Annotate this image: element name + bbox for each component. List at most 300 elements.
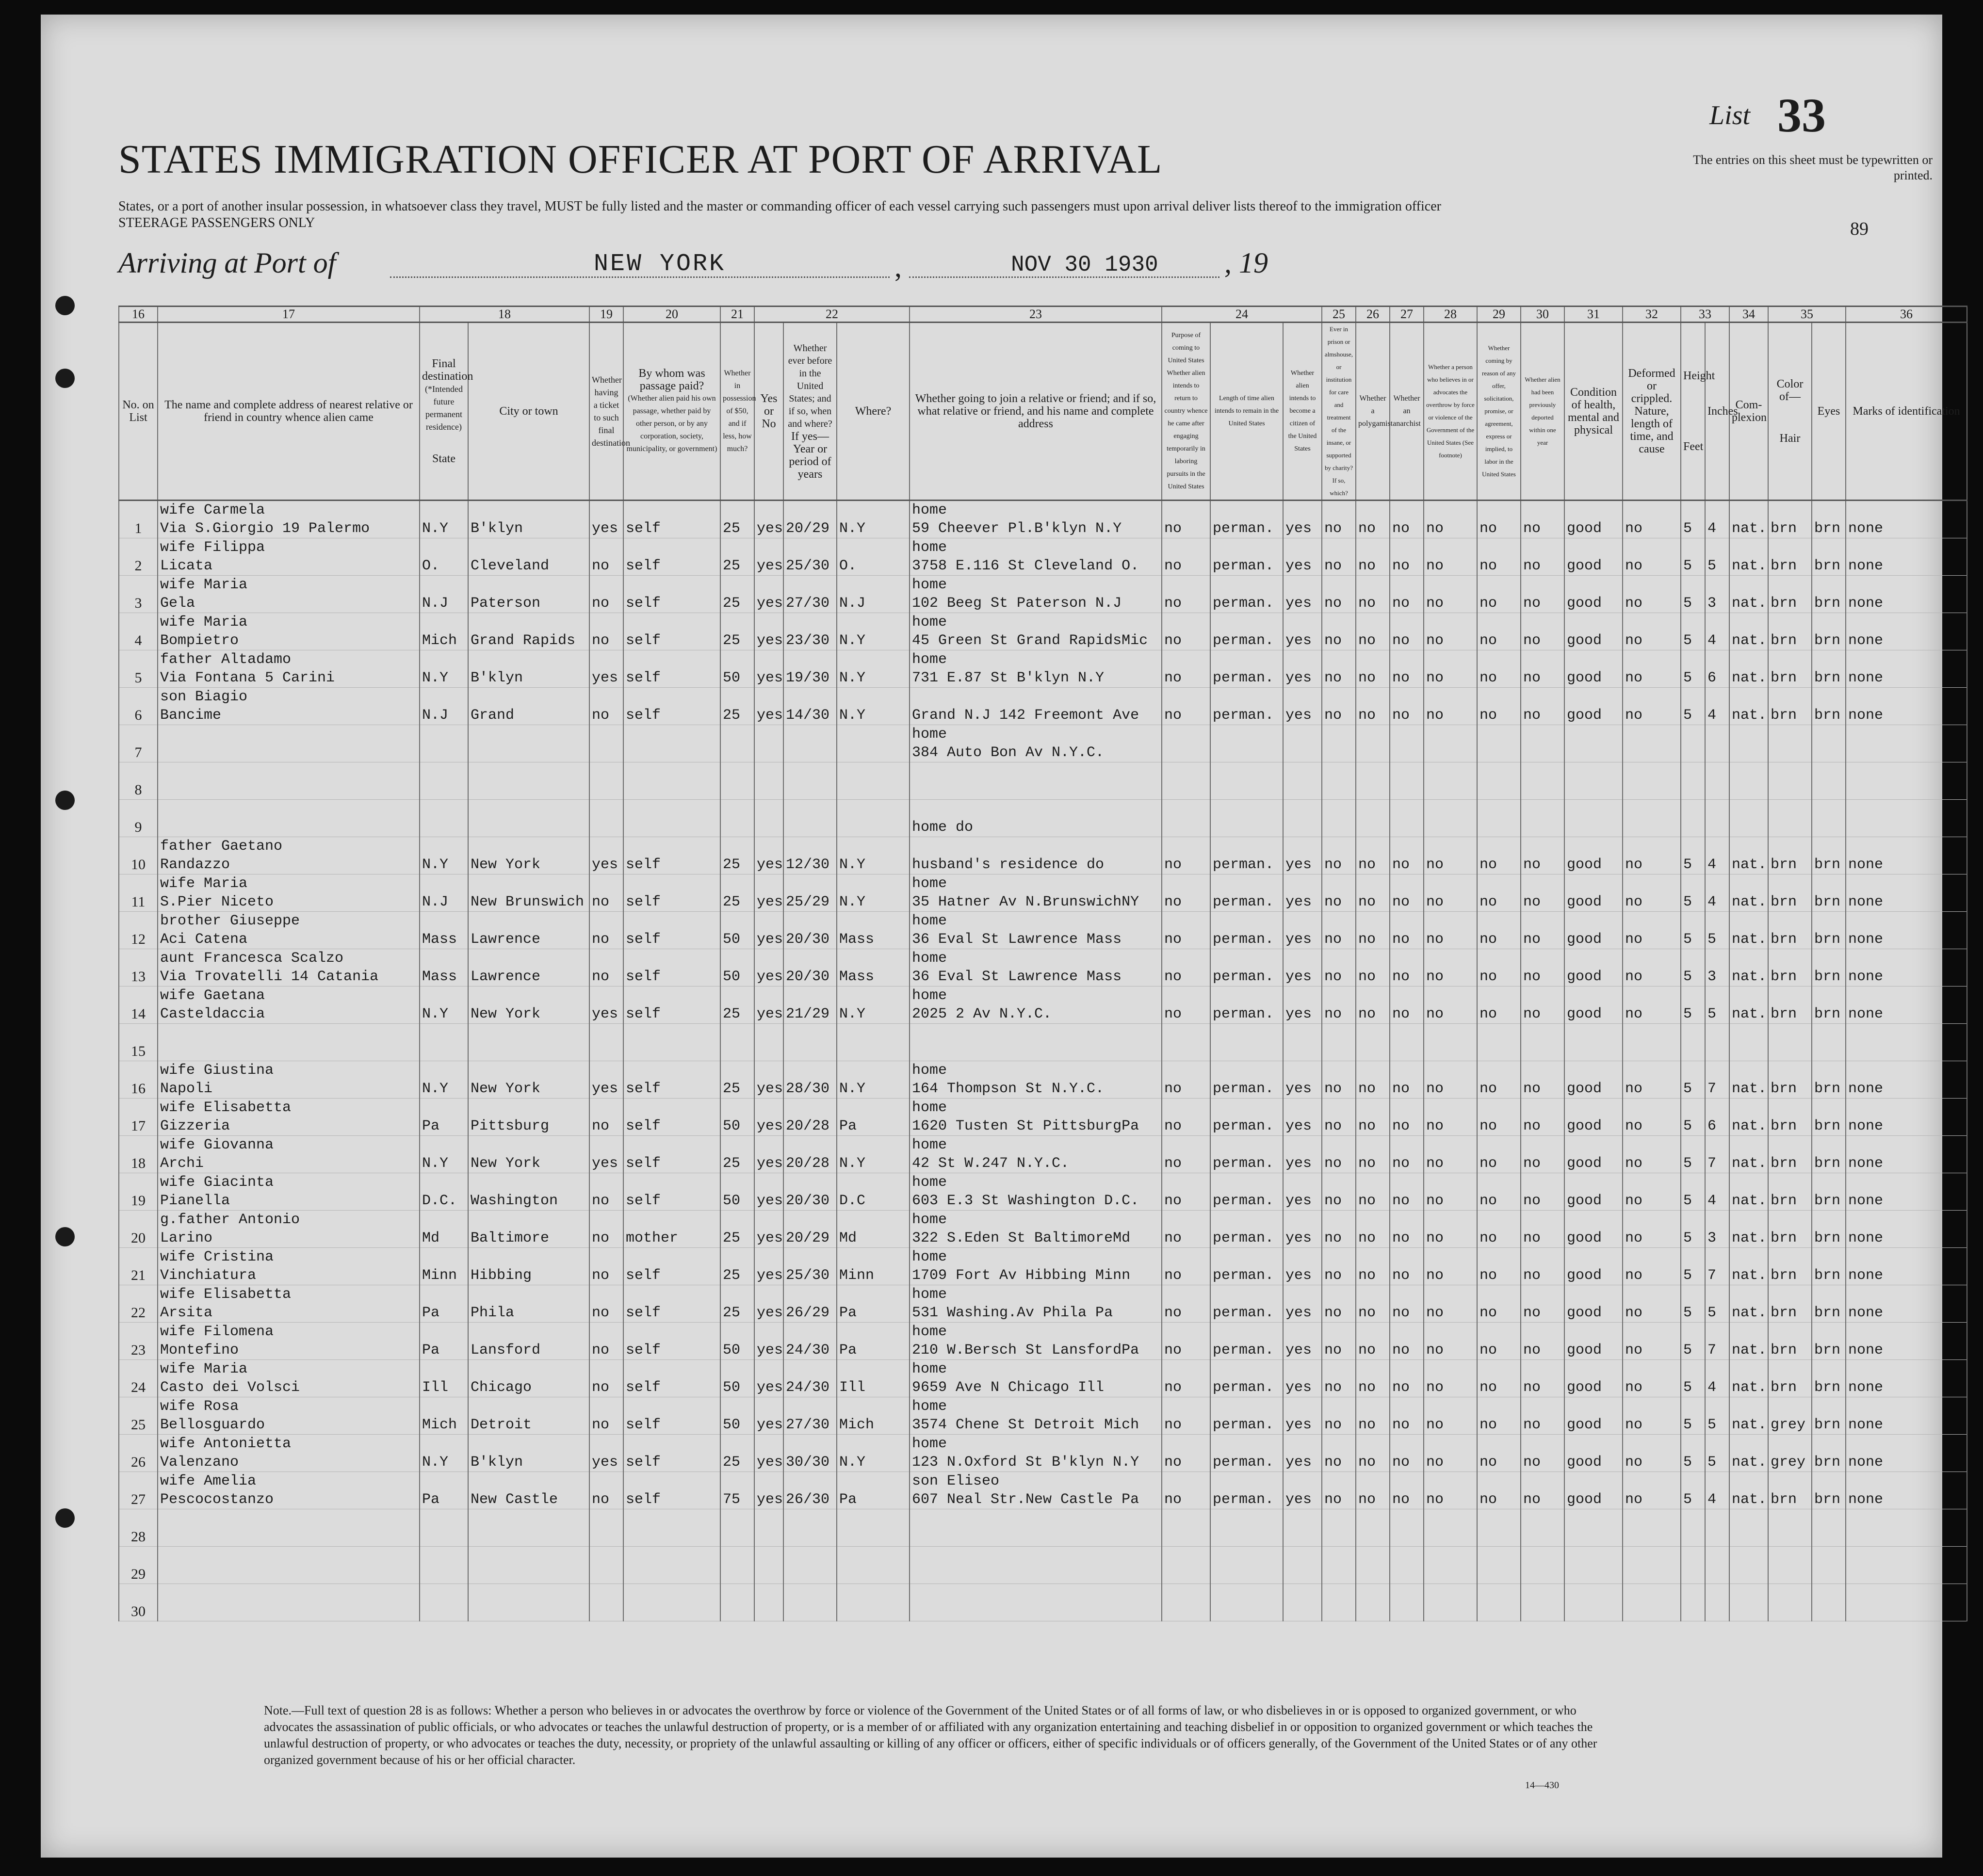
rel-line-2: Bompietro [160,632,239,649]
cell-before: yes [754,874,783,912]
cell-money: 25 [720,1211,754,1248]
cell-ret [1162,1584,1210,1621]
colnum: 17 [158,307,420,323]
table-row [119,912,1967,949]
hdr-passage [623,323,720,501]
cell-c29: no [1477,1323,1521,1360]
cell-state: N.Y [420,1061,468,1099]
join-line-1: home [912,1436,947,1452]
table-row [119,762,1967,800]
rel-line-1: wife Cristina [160,1249,274,1265]
cell-len: perman. [1210,538,1283,576]
hdr-q30: Whether alien had been previously deported within one year [1521,323,1564,501]
cell-c29: no [1477,1360,1521,1397]
cell-len [1210,1547,1283,1584]
cell-c25: no [1322,1173,1356,1211]
cell-years [783,762,837,800]
cell-c30 [1521,1509,1564,1547]
hdr-deformed: Deformed or crippled. Nature, length of time, and cause [1623,323,1681,501]
hdr-state-label: State [432,453,455,465]
cell-hair: brn [1768,576,1812,613]
cell-inches: 7 [1705,1136,1729,1173]
cell-c27: no [1390,1248,1424,1285]
join-line-2: 531 Washing.Av Phila Pa [912,1305,1113,1321]
cell-before: yes [754,1285,783,1323]
cell-health [1564,1024,1623,1061]
cell-years: 20/30 [783,1173,837,1211]
cell-ticket: no [589,538,623,576]
cell-ticket: no [589,1360,623,1397]
cell-c28: no [1424,613,1477,650]
cell-marks: none [1846,613,1967,650]
colnum: 30 [1521,307,1564,323]
join-line-2 [912,1042,1159,1061]
cell-years: 14/30 [783,688,837,725]
binding-hole [55,1227,75,1246]
cell-c27: no [1390,613,1424,650]
cell-inches: 5 [1705,1397,1729,1435]
cell-years: 20/28 [783,1099,837,1136]
cell-c29 [1477,1509,1521,1547]
cell-c28: no [1424,650,1477,688]
cell-deformed: no [1623,1360,1681,1397]
cell-c29: no [1477,613,1521,650]
rel-line-1: wife Filippa [160,539,265,556]
cell-c25: no [1322,1397,1356,1435]
cell-c29: no [1477,1397,1521,1435]
join-line-2: home do [912,819,974,836]
cell-relative [158,576,420,613]
cell-eyes [1812,725,1846,762]
cell-c29: no [1477,1211,1521,1248]
cell-marks: none [1846,874,1967,912]
cell-health: good [1564,1285,1623,1323]
hdr-if-yes: If yes— [791,430,829,443]
rel-line-2: Gela [160,595,195,612]
table-row [119,1173,1967,1211]
cell-ticket: no [589,1323,623,1360]
hdr-anarchist: Whether an anarchist [1390,323,1424,501]
cell-eyes: brn [1812,1360,1846,1397]
cell-cit: yes [1283,1061,1322,1099]
cell-hair: brn [1768,1360,1812,1397]
cell-before: yes [754,1099,783,1136]
cell-len: perman. [1210,1136,1283,1173]
cell-no: 8 [119,762,158,800]
cell-city: B'klyn [468,501,589,538]
cell-feet: 5 [1681,912,1705,949]
rel-line-1: wife Maria [160,875,248,892]
cell-c30: no [1521,837,1564,874]
hdr-final-destination: Final destination [422,357,473,383]
cell-where: N.Y [837,1435,910,1472]
cell-inches: 5 [1705,538,1729,576]
cell-marks: none [1846,650,1967,688]
cell-deformed: no [1623,1061,1681,1099]
cell-joining [910,1248,1162,1285]
cell-marks: none [1846,1397,1967,1435]
cell-city: New York [468,837,589,874]
cell-years [783,1584,837,1621]
cell-comp [1729,1584,1768,1621]
cell-c29 [1477,1547,1521,1584]
hdr-yes-no: Yes or No [754,323,783,501]
rel-line-2: Via Trovatelli 14 Catania [160,969,379,985]
cell-where: D.C [837,1173,910,1211]
cell-marks: none [1846,1472,1967,1509]
cell-no: 21 [119,1248,158,1285]
hdr-polygamist: Whether a polygamist [1356,323,1390,501]
cell-relative [158,1061,420,1099]
date-stamp: NOV 30 1930 [1011,252,1158,277]
cell-money: 25 [720,688,754,725]
cell-len: perman. [1210,650,1283,688]
cell-paid: self [623,987,720,1024]
rel-line-1: wife Rosa [160,1398,239,1415]
hdr-hair [1768,323,1812,501]
cell-comp: nat. [1729,1360,1768,1397]
cell-hair [1768,1584,1812,1621]
cell-joining [910,762,1162,800]
cell-eyes [1812,1509,1846,1547]
cell-city: Pittsburg [468,1099,589,1136]
cell-state: Pa [420,1285,468,1323]
cell-hair: brn [1768,1248,1812,1285]
cell-eyes: brn [1812,874,1846,912]
cell-c30: no [1521,949,1564,987]
join-line-1: home [912,1361,947,1377]
cell-c27: no [1390,1173,1424,1211]
cell-paid: self [623,912,720,949]
cell-deformed: no [1623,912,1681,949]
footnote: Note.—Full text of question 28 is as follows: Whether a person who believes in or advocates the overthrow by force or violence of the Government of the United States or of all forms of law, or who disbelieves in or is opposed to organized government, or who advocates the assassination of public officials, or who advocates or teaches the unlawful destruction of property, or is a member of or affiliated with any organization entertaining and teaching disbelief in or opposition to organized government or which teaches the unlawful destruction of property, or who advocates or teaches the duty, necessity, or propriety of the unlawful assaulting or killing of any officer or officers, either of specific individuals or of officers generally, of the Government of the United States or of any other organized government because of his or her official character. [264,1703,1597,1767]
cell-c25: no [1322,1061,1356,1099]
table-row [119,1285,1967,1323]
join-line-2: 36 Eval St Lawrence Mass [912,969,1122,985]
cell-relative [158,874,420,912]
cell-c25: no [1322,1472,1356,1509]
colnum: 36 [1846,307,1967,323]
cell-ticket [589,725,623,762]
cell-cit: yes [1283,1248,1322,1285]
cell-no: 20 [119,1211,158,1248]
cell-health: good [1564,1173,1623,1211]
cell-marks: none [1846,576,1967,613]
cell-c29: no [1477,1173,1521,1211]
cell-c25: no [1322,1211,1356,1248]
cell-marks [1846,762,1967,800]
rel-line-1: wife Amelia [160,1473,257,1489]
cell-money: 50 [720,1397,754,1435]
cell-eyes: brn [1812,1323,1846,1360]
join-line-2: 384 Auto Bon Av N.Y.C. [912,744,1105,761]
cell-before: yes [754,1323,783,1360]
cell-eyes: brn [1812,1397,1846,1435]
cell-paid: self [623,538,720,576]
cell-years [783,1509,837,1547]
cell-c26: no [1356,1323,1390,1360]
cell-joining [910,688,1162,725]
cell-marks: none [1846,1099,1967,1136]
cell-c30: no [1521,1248,1564,1285]
cell-eyes [1812,1024,1846,1061]
cell-no: 19 [119,1173,158,1211]
cell-len: perman. [1210,613,1283,650]
cell-state: N.J [420,874,468,912]
cell-c28: no [1424,1323,1477,1360]
cell-before: yes [754,1248,783,1285]
cell-state: N.Y [420,501,468,538]
cell-paid: self [623,1397,720,1435]
cell-ret: no [1162,1248,1210,1285]
cell-cit: yes [1283,501,1322,538]
cell-deformed [1623,762,1681,800]
cell-c26: no [1356,650,1390,688]
cell-money: 25 [720,1248,754,1285]
hdr-passage-note: (Whether alien paid his own passage, whether paid by other person, or by any corporation, society, municipality, or government) [626,394,717,453]
cell-money: 25 [720,538,754,576]
cell-c30 [1521,1547,1564,1584]
port-value: NEW YORK [594,250,726,278]
hdr-purpose-a-label: Whether alien intends to return to country whence he came after engaging temporarily in laboring pursuits in the United States [1164,370,1208,490]
cell-inches: 4 [1705,688,1729,725]
colnum: 33 [1681,307,1729,323]
cell-c25: no [1322,501,1356,538]
hdr-feet-label: Feet [1683,440,1704,453]
cell-before: yes [754,837,783,874]
cell-years [783,1547,837,1584]
cell-marks: none [1846,949,1967,987]
cell-c25: no [1322,576,1356,613]
cell-health: good [1564,501,1623,538]
cell-c29: no [1477,501,1521,538]
cell-inches: 7 [1705,1248,1729,1285]
cell-before: yes [754,613,783,650]
cell-c28: no [1424,688,1477,725]
cell-comp [1729,1509,1768,1547]
cell-before: yes [754,949,783,987]
hdr-health: Condition of health, mental and physical [1564,323,1623,501]
cell-city: B'klyn [468,650,589,688]
cell-inches [1705,1547,1729,1584]
cell-ret [1162,762,1210,800]
cell-joining [910,538,1162,576]
cell-ret: no [1162,1211,1210,1248]
cell-years: 20/29 [783,1211,837,1248]
cell-ticket: no [589,1173,623,1211]
cell-ticket: no [589,576,623,613]
cell-c27: no [1390,1285,1424,1323]
cell-c29: no [1477,1472,1521,1509]
register-sheet [41,15,1960,1858]
cell-marks: none [1846,1173,1967,1211]
cell-c27 [1390,725,1424,762]
cell-money: 50 [720,1173,754,1211]
cell-state: N.Y [420,1435,468,1472]
cell-money: 25 [720,1061,754,1099]
cell-before: yes [754,1397,783,1435]
cell-health: good [1564,1061,1623,1099]
cell-paid [623,725,720,762]
join-line-2: 210 W.Bersch St LansfordPa [912,1342,1139,1358]
cell-where [837,800,910,837]
rel-line-2: Valenzano [160,1454,239,1471]
cell-no: 7 [119,725,158,762]
cell-marks: none [1846,501,1967,538]
cell-before: yes [754,1136,783,1173]
cell-ret: no [1162,987,1210,1024]
cell-c26: no [1356,538,1390,576]
binding-hole [55,1508,75,1528]
rel-line-2 [160,1528,417,1546]
cell-inches: 7 [1705,1061,1729,1099]
cell-paid: self [623,576,720,613]
cell-len: perman. [1210,1285,1283,1323]
cell-cit: yes [1283,1323,1322,1360]
cell-c25 [1322,1584,1356,1621]
cell-comp: nat. [1729,837,1768,874]
colnum: 18 [420,307,589,323]
cell-feet: 5 [1681,501,1705,538]
cell-years: 23/30 [783,613,837,650]
comma: , [894,251,902,283]
cell-eyes: brn [1812,1472,1846,1509]
cell-deformed: no [1623,650,1681,688]
cell-c28: no [1424,1360,1477,1397]
cell-c25: no [1322,874,1356,912]
cell-c25 [1322,725,1356,762]
rel-line-1 [160,1509,417,1528]
cell-health: good [1564,1323,1623,1360]
cell-years: 21/29 [783,987,837,1024]
join-line-2: 9659 Ave N Chicago Ill [912,1379,1105,1396]
cell-city: Cleveland [468,538,589,576]
rel-line-2: S.Pier Niceto [160,894,274,910]
cell-c27: no [1390,1472,1424,1509]
cell-relative [158,1584,420,1621]
cell-len: perman. [1210,1435,1283,1472]
cell-c26: no [1356,1397,1390,1435]
cell-money: 25 [720,874,754,912]
cell-hair: brn [1768,538,1812,576]
table-row [119,949,1967,987]
cell-health: good [1564,1136,1623,1173]
cell-marks: none [1846,1061,1967,1099]
cell-inches: 4 [1705,613,1729,650]
cell-ticket: no [589,1472,623,1509]
cell-c27: no [1390,1323,1424,1360]
cell-money [720,1509,754,1547]
cell-ret [1162,725,1210,762]
cell-c27 [1390,800,1424,837]
rel-line-2: Napoli [160,1081,213,1097]
cell-where: N.Y [837,837,910,874]
cell-before: yes [754,501,783,538]
cell-cit [1283,1024,1322,1061]
cell-ret: no [1162,688,1210,725]
cell-health [1564,1509,1623,1547]
cell-feet: 5 [1681,1248,1705,1285]
cell-c27: no [1390,1061,1424,1099]
cell-cit [1283,1584,1322,1621]
cell-len [1210,800,1283,837]
cell-ret: no [1162,1285,1210,1323]
table-row [119,613,1967,650]
join-line-2: 123 N.Oxford St B'klyn N.Y [912,1454,1139,1471]
cell-hair [1768,1547,1812,1584]
cell-c26 [1356,1547,1390,1584]
cell-c28: no [1424,1472,1477,1509]
cell-c25 [1322,1547,1356,1584]
cell-years: 27/30 [783,1397,837,1435]
cell-comp: nat. [1729,1435,1768,1472]
cell-hair: brn [1768,1099,1812,1136]
join-line-2: 102 Beeg St Paterson N.J [912,595,1122,612]
cell-cit: yes [1283,576,1322,613]
rel-line-1 [160,762,417,781]
cell-relative [158,1099,420,1136]
cell-relative [158,837,420,874]
cell-years: 25/30 [783,538,837,576]
cell-c27: no [1390,576,1424,613]
join-line-1 [912,688,1159,706]
cell-state [420,1024,468,1061]
cell-cit: yes [1283,1285,1322,1323]
cell-c29: no [1477,837,1521,874]
cell-years: 26/29 [783,1285,837,1323]
hdr-hair-label: Hair [1779,432,1801,445]
cell-c27: no [1390,501,1424,538]
hdr-state [420,323,473,501]
cell-cit: yes [1283,688,1322,725]
cell-c30: no [1521,576,1564,613]
join-line-2: 59 Cheever Pl.B'klyn N.Y [912,520,1122,537]
cell-paid: self [623,837,720,874]
cell-comp: nat. [1729,1136,1768,1173]
cell-money: 50 [720,912,754,949]
cell-city: Hibbing [468,1248,589,1285]
join-line-1: home [912,1286,947,1303]
cell-before: yes [754,1211,783,1248]
colnum: 32 [1623,307,1681,323]
cell-comp: nat. [1729,501,1768,538]
cell-c26: no [1356,1472,1390,1509]
cell-ticket: no [589,1285,623,1323]
cell-joining [910,1360,1162,1397]
cell-len: perman. [1210,688,1283,725]
cell-len: perman. [1210,837,1283,874]
cell-hair: brn [1768,1136,1812,1173]
join-line-1: home [912,502,947,518]
cell-inches [1705,762,1729,800]
cell-c25: no [1322,1360,1356,1397]
hdr-complexion: Com-plexion [1729,323,1768,501]
cell-eyes: brn [1812,1435,1846,1472]
cell-ret: no [1162,1136,1210,1173]
cell-c25 [1322,762,1356,800]
rel-line-2: Arsita [160,1305,213,1321]
cell-c25 [1322,1024,1356,1061]
join-line-1: home [912,1398,947,1415]
join-line-1: home [912,1174,947,1191]
join-line-2 [912,781,1159,799]
cell-feet: 5 [1681,688,1705,725]
rel-line-2 [160,744,417,762]
cell-joining [910,1584,1162,1621]
cell-marks [1846,1024,1967,1061]
cell-eyes: brn [1812,613,1846,650]
cell-relative [158,1136,420,1173]
